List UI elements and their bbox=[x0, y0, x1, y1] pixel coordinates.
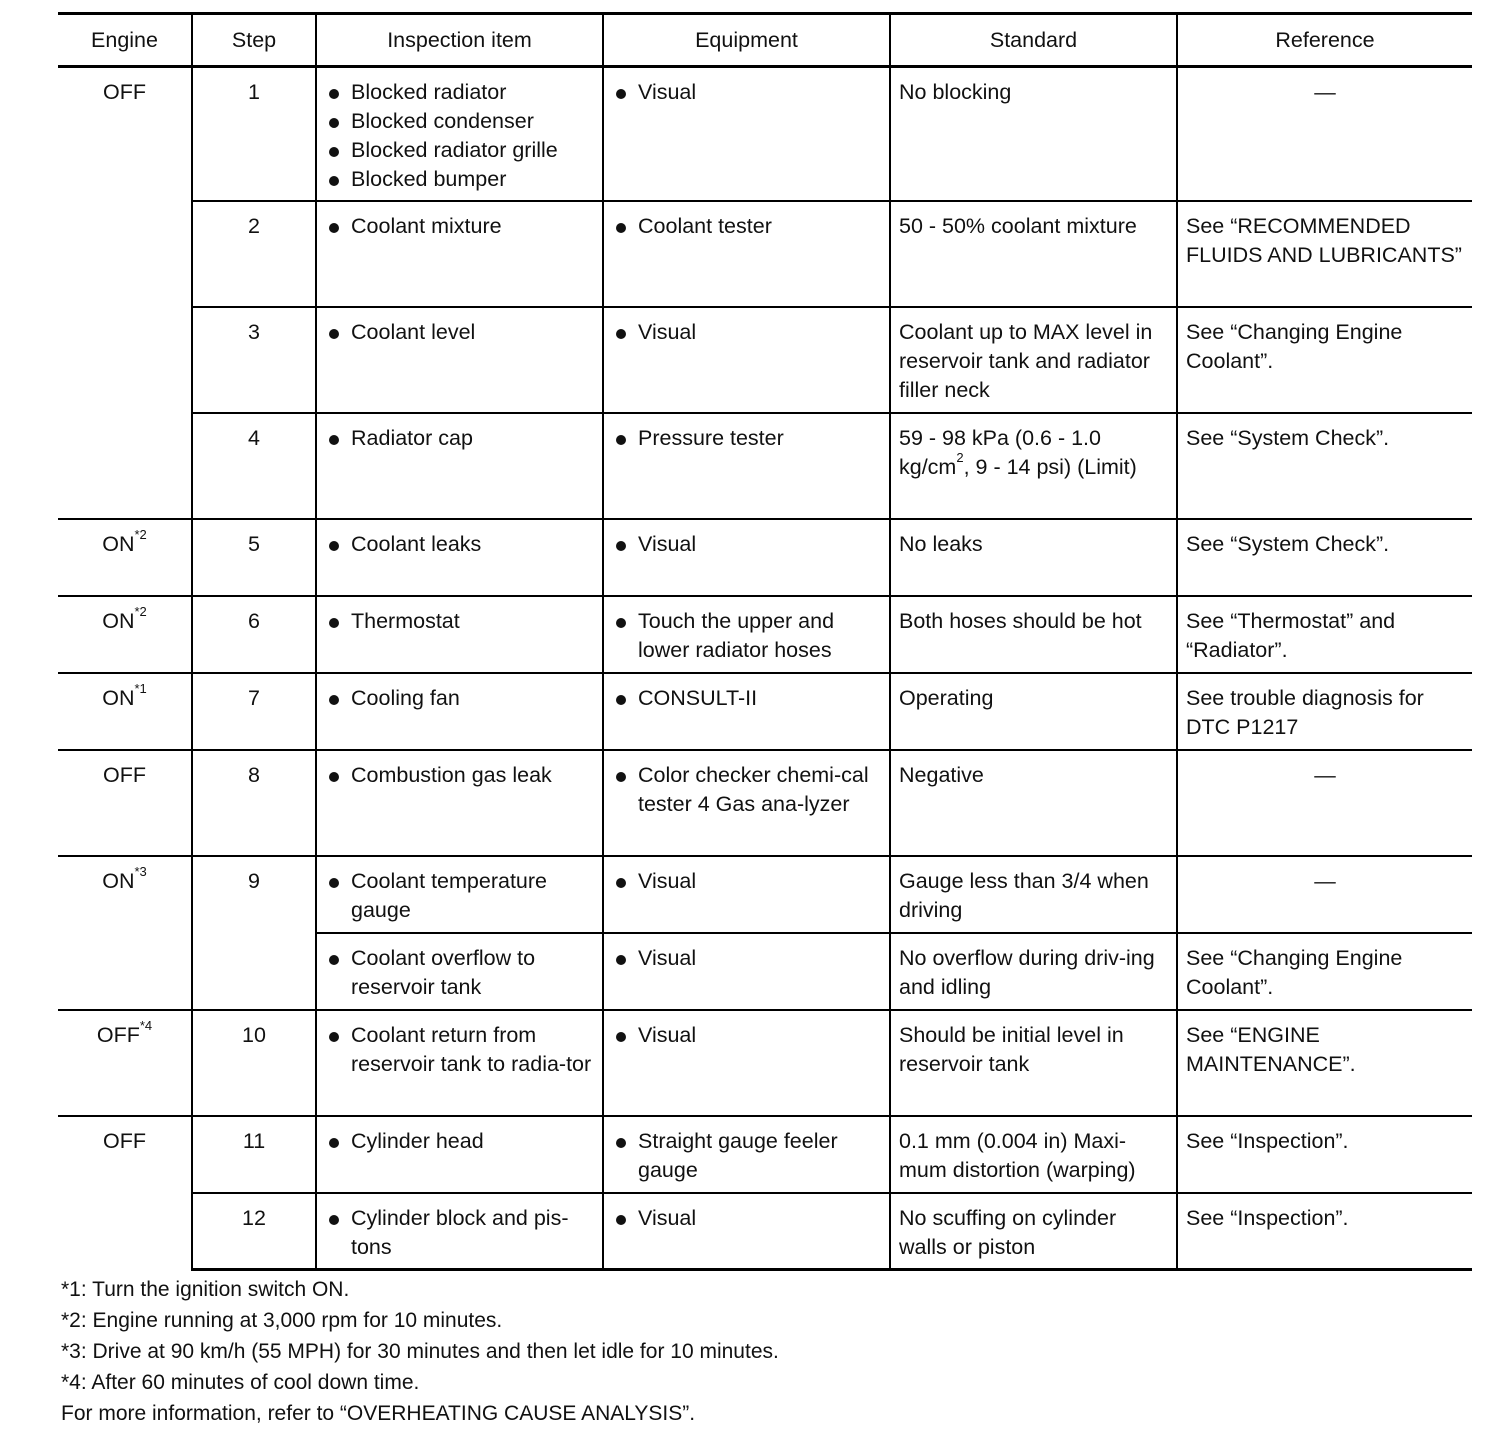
list-item: Straight gauge feeler gauge bbox=[612, 1127, 881, 1185]
equipment-cell bbox=[603, 933, 890, 1010]
footnote: For more information, refer to “OVERHEATING CAUSE ANALYSIS”. bbox=[61, 1402, 696, 1425]
standard-cell: 50 - 50% coolant mixture bbox=[890, 201, 1177, 307]
engine-cell: ON$^{*2}$ bbox=[58, 596, 192, 673]
reference-cell: See “Inspection”. bbox=[1177, 1116, 1472, 1193]
list-item: Visual bbox=[612, 1021, 881, 1050]
list-item: Coolant mixture bbox=[325, 212, 594, 241]
list-item: Blocked bumper bbox=[325, 165, 594, 194]
equipment-cell bbox=[603, 856, 890, 933]
list-item: Visual bbox=[612, 867, 881, 896]
list-item: Visual bbox=[612, 530, 881, 559]
reference-cell: See “Thermostat” and “Radiator”. bbox=[1177, 596, 1472, 673]
inspection-item-cell bbox=[316, 1116, 603, 1193]
header-engine: Engine bbox=[58, 14, 192, 67]
inspection-item-cell bbox=[316, 933, 603, 1010]
engine-cell: ON$^{*3}$ bbox=[58, 856, 192, 1010]
equipment-cell bbox=[603, 67, 890, 201]
list-item: Combustion gas leak bbox=[325, 761, 594, 790]
step-cell: 8 bbox=[192, 750, 316, 856]
footnote: *3: Drive at 90 km/h (55 MPH) for 30 minutes and then let idle for 10 minutes. bbox=[61, 1340, 779, 1363]
footnote: *2: Engine running at 3,000 rpm for 10 minutes. bbox=[61, 1309, 503, 1332]
header-inspection-item: Inspection item bbox=[316, 14, 603, 67]
engine-cell: OFF$^{*4}$ bbox=[58, 1010, 192, 1116]
table-row bbox=[58, 1010, 1472, 1116]
reference-cell: See “System Check”. bbox=[1177, 413, 1472, 519]
table-row bbox=[58, 750, 1472, 856]
standard-cell: Operating bbox=[890, 673, 1177, 750]
reference-cell: — bbox=[1177, 67, 1472, 201]
reference-cell: See “ENGINE MAINTENANCE”. bbox=[1177, 1010, 1472, 1116]
list-item: Touch the upper and lower radiator hoses bbox=[612, 607, 881, 665]
table-row bbox=[58, 201, 1472, 307]
standard-cell: No leaks bbox=[890, 519, 1177, 596]
list-item: Coolant temperature gauge bbox=[325, 867, 594, 925]
list-item: Blocked condenser bbox=[325, 107, 594, 136]
table-row bbox=[58, 1193, 1472, 1270]
header-row bbox=[58, 14, 1472, 67]
equipment-cell bbox=[603, 201, 890, 307]
reference-cell: — bbox=[1177, 750, 1472, 856]
reference-cell: See “System Check”. bbox=[1177, 519, 1472, 596]
step-cell: 5 bbox=[192, 519, 316, 596]
inspection-table bbox=[58, 12, 1472, 1271]
list-item: Coolant leaks bbox=[325, 530, 594, 559]
standard-cell: Gauge less than 3/4 when driving bbox=[890, 856, 1177, 933]
table-row bbox=[58, 856, 1472, 933]
engine-cell bbox=[58, 67, 192, 519]
step-cell: 12 bbox=[192, 1193, 316, 1270]
step-cell: 3 bbox=[192, 307, 316, 413]
equipment-cell bbox=[603, 596, 890, 673]
table-row bbox=[58, 67, 1472, 201]
reference-cell: — bbox=[1177, 856, 1472, 933]
inspection-item-cell bbox=[316, 201, 603, 307]
equipment-cell bbox=[603, 307, 890, 413]
list-item: Coolant tester bbox=[612, 212, 881, 241]
list-item: Visual bbox=[612, 944, 881, 973]
header-equipment: Equipment bbox=[603, 14, 890, 67]
standard-cell: No blocking bbox=[890, 67, 1177, 201]
step-cell: 7 bbox=[192, 673, 316, 750]
standard-cell: No scuffing on cylinder walls or piston bbox=[890, 1193, 1177, 1270]
reference-cell: See “Changing Engine Coolant”. bbox=[1177, 307, 1472, 413]
engine-cell: OFF bbox=[58, 750, 192, 856]
standard-cell: 0.1 mm (0.004 in) Maxi-mum distortion (warping) bbox=[890, 1116, 1177, 1193]
list-item: Cooling fan bbox=[325, 684, 594, 713]
equipment-cell bbox=[603, 1010, 890, 1116]
list-item: Visual bbox=[612, 78, 881, 107]
equipment-cell bbox=[603, 1193, 890, 1270]
list-item: Cylinder head bbox=[325, 1127, 594, 1156]
list-item: Coolant return from reservoir tank to radia-tor bbox=[325, 1021, 594, 1079]
standard-cell: Both hoses should be hot bbox=[890, 596, 1177, 673]
engine-state: OFF bbox=[103, 80, 146, 104]
inspection-item-cell bbox=[316, 673, 603, 750]
list-item: Blocked radiator grille bbox=[325, 136, 594, 165]
list-item: Coolant level bbox=[325, 318, 594, 347]
equipment-cell bbox=[603, 750, 890, 856]
reference-cell: See “RECOMMENDED FLUIDS AND LUBRICANTS” bbox=[1177, 201, 1472, 307]
table-row bbox=[58, 307, 1472, 413]
inspection-item-cell bbox=[316, 1010, 603, 1116]
header-standard: Standard bbox=[890, 14, 1177, 67]
standard-cell: Should be initial level in reservoir tank bbox=[890, 1010, 1177, 1116]
step-cell: 4 bbox=[192, 413, 316, 519]
list-item: Radiator cap bbox=[325, 424, 594, 453]
inspection-item-cell bbox=[316, 67, 603, 201]
standard-cell: Coolant up to MAX level in reservoir tank and radiator filler neck bbox=[890, 307, 1177, 413]
step-cell: 2 bbox=[192, 201, 316, 307]
inspection-item-cell bbox=[316, 856, 603, 933]
step-cell: 10 bbox=[192, 1010, 316, 1116]
header-reference: Reference bbox=[1177, 14, 1472, 67]
inspection-item-cell bbox=[316, 307, 603, 413]
equipment-cell bbox=[603, 519, 890, 596]
table-row bbox=[58, 413, 1472, 519]
equipment-cell bbox=[603, 673, 890, 750]
list-item: Cylinder block and pis-tons bbox=[325, 1204, 594, 1262]
inspection-item-cell bbox=[316, 1193, 603, 1270]
inspection-item-cell bbox=[316, 413, 603, 519]
standard-cell: Negative bbox=[890, 750, 1177, 856]
inspection-item-cell bbox=[316, 750, 603, 856]
standard-cell: No overflow during driv-ing and idling bbox=[890, 933, 1177, 1010]
list-item: Thermostat bbox=[325, 607, 594, 636]
footnote: *4: After 60 minutes of cool down time. bbox=[61, 1371, 420, 1394]
reference-cell: See “Changing Engine Coolant”. bbox=[1177, 933, 1472, 1010]
step-cell: 11 bbox=[192, 1116, 316, 1193]
table-row bbox=[58, 596, 1472, 673]
list-item: Coolant overflow to reservoir tank bbox=[325, 944, 594, 1002]
list-item: Blocked radiator bbox=[325, 78, 594, 107]
reference-cell: See trouble diagnosis for DTC P1217 bbox=[1177, 673, 1472, 750]
list-item: Visual bbox=[612, 318, 881, 347]
step-cell: 6 bbox=[192, 596, 316, 673]
header-step: Step bbox=[192, 14, 316, 67]
engine-cell: OFF bbox=[103, 1128, 146, 1153]
step-cell: 9 bbox=[192, 856, 316, 1010]
table-row bbox=[58, 673, 1472, 750]
list-item: Pressure tester bbox=[612, 424, 881, 453]
list-item: CONSULT-II bbox=[612, 684, 881, 713]
engine-cell: ON$^{*2}$ bbox=[58, 519, 192, 596]
footnotes bbox=[61, 1274, 779, 1429]
table-row bbox=[58, 1116, 1472, 1193]
list-item: Color checker chemi-cal tester 4 Gas ana-lyzer bbox=[612, 761, 881, 819]
inspection-item-cell bbox=[316, 596, 603, 673]
list-item: Visual bbox=[612, 1204, 881, 1233]
standard-cell: 59 - 98 kPa (0.6 - 1.0 $kg/cm^2$, 9 - 14 psi) (Limit) bbox=[890, 413, 1177, 519]
footnote: *1: Turn the ignition switch ON. bbox=[61, 1278, 350, 1301]
engine-cell: ON$^{*1}$ bbox=[58, 673, 192, 750]
reference-cell: See “Inspection”. bbox=[1177, 1193, 1472, 1270]
table-row bbox=[58, 519, 1472, 596]
equipment-cell bbox=[603, 1116, 890, 1193]
inspection-item-cell bbox=[316, 519, 603, 596]
step-cell: 1 bbox=[192, 67, 316, 201]
equipment-cell bbox=[603, 413, 890, 519]
